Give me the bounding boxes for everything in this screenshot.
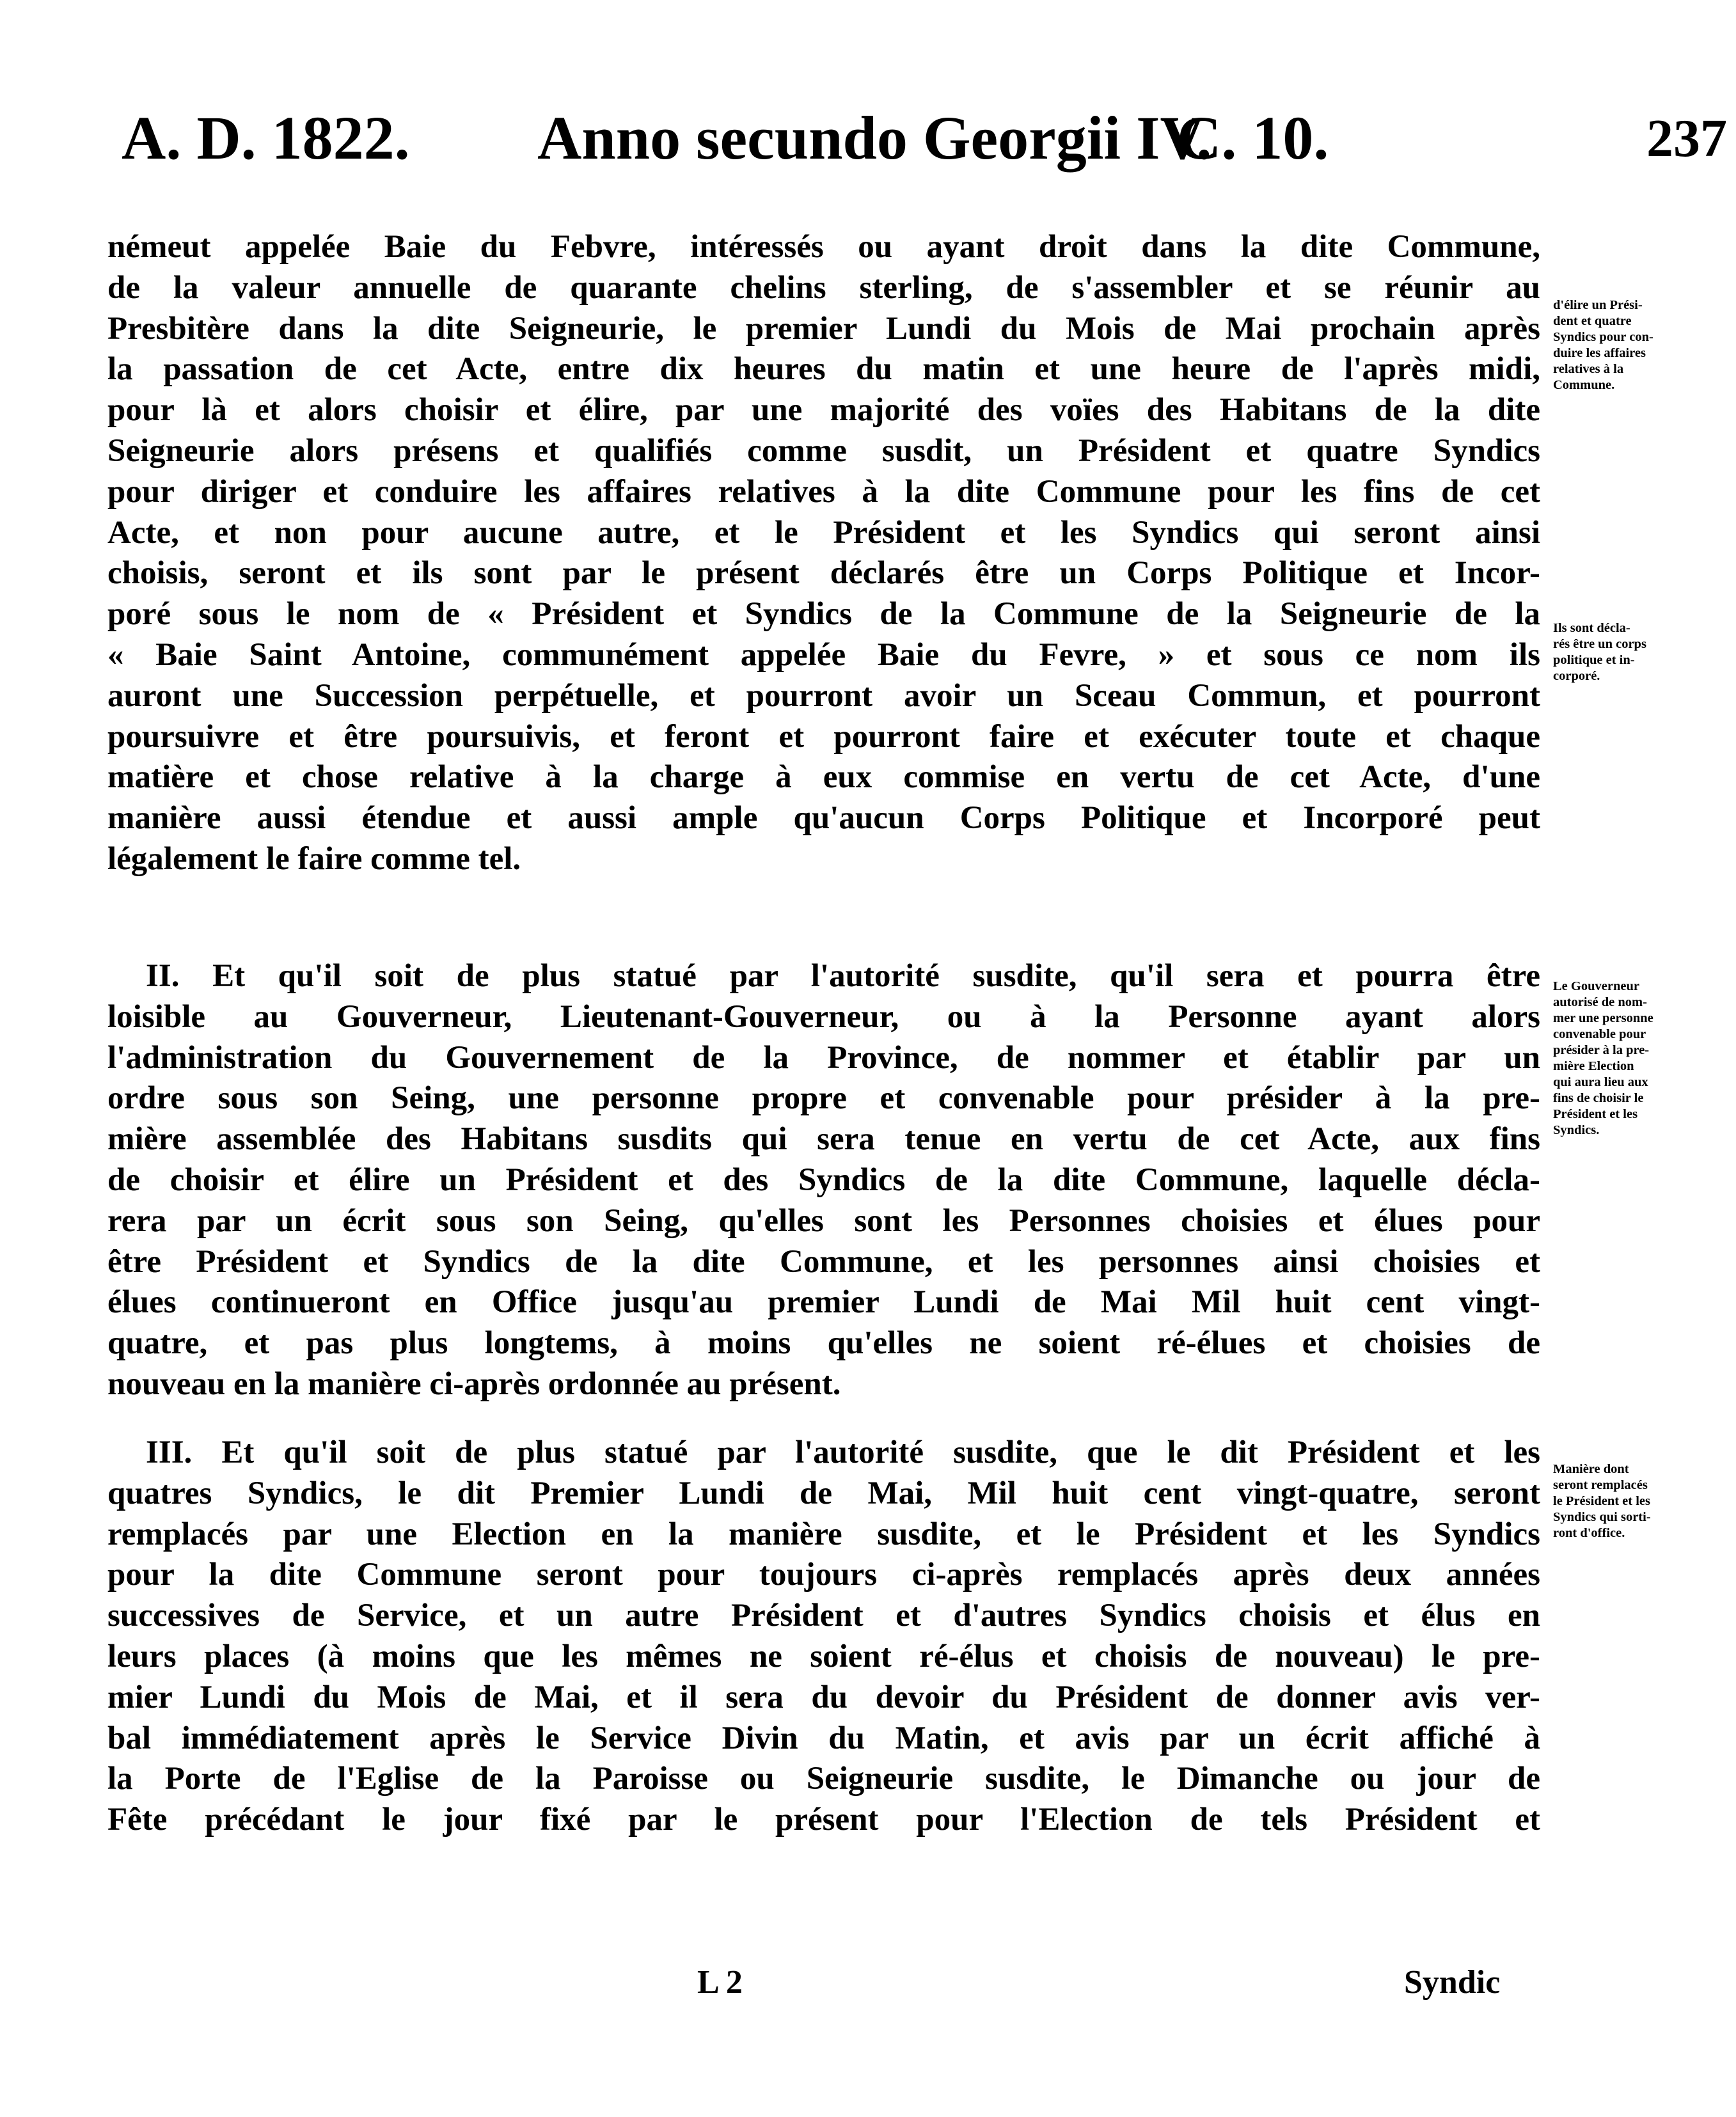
margin-note-line: Syndics pour con- <box>1553 330 1653 344</box>
text-line: poursuivre et être poursuivis, et feront et pourront faire et exécuter toute et chaque <box>107 718 1540 755</box>
text-line: pour la dite Commune seront pour toujours ci-après remplacés après deux années <box>107 1557 1540 1593</box>
catchword: Syndic <box>1404 1964 1501 2001</box>
page-number: 237 <box>1646 109 1727 168</box>
text-line: pour là et alors choisir et élire, par une majorité des voïes des Habitans de la dite <box>107 392 1540 429</box>
header-title: Anno secundo Georgii IV. <box>537 104 1212 172</box>
text-line: successives de Service, et un autre Président et d'autres Syndics choisis et élus en <box>107 1598 1540 1634</box>
text-line: de la valeur annuelle de quarante chelins sterling, de s'assembler et se réunir au <box>107 269 1540 306</box>
margin-note-line: mer une personne <box>1553 1011 1653 1025</box>
margin-note-line: fins de choisir le <box>1553 1091 1644 1105</box>
text-line: la Porte de l'Eglise de la Paroisse ou Seigneurie susdite, le Dimanche ou jour de <box>107 1761 1540 1797</box>
text-line: némeut appelée Baie du Febvre, intéressés ou ayant droit dans la dite Commune, <box>107 229 1540 265</box>
margin-note-line: d'élire un Prési- <box>1553 298 1643 312</box>
text-line: la passation de cet Acte, entre dix heures du matin et une heure de l'après midi, <box>107 351 1540 388</box>
text-line: « Baie Saint Antoine, communément appelée Baie du Fevre, » et sous ce nom ils <box>107 636 1540 673</box>
margin-note-line: Manière dont <box>1553 1462 1629 1476</box>
text-line: auront une Succession perpétuelle, et pourront avoir un Sceau Commun, et pourront <box>107 677 1540 714</box>
margin-note-line: le Président et les <box>1553 1494 1650 1508</box>
text-line: quatres Syndics, le dit Premier Lundi de Mai, Mil huit cent vingt-quatre, seront <box>107 1475 1540 1511</box>
text-line: nouveau en la manière ci-après ordonnée au présent. <box>107 1365 841 1402</box>
margin-note-line: seront remplacés <box>1553 1478 1648 1492</box>
margin-note-line: rés être un corps <box>1553 637 1646 651</box>
margin-note-line: Syndics. <box>1553 1123 1600 1137</box>
text-line: manière aussi étendue et aussi ample qu'aucun Corps Politique et Incorporé peut <box>107 800 1540 837</box>
paragraph-2-section-ii <box>107 956 1540 1405</box>
text-line: légalement le faire comme tel. <box>107 840 521 877</box>
paragraph-3-section-iii <box>107 1433 1540 1841</box>
running-header <box>122 102 1727 192</box>
text-line: être Président et Syndics de la dite Commune, et les personnes ainsi choisies et <box>107 1243 1540 1280</box>
text-line: élues continueront en Office jusqu'au premier Lundi de Mai Mil huit cent vingt- <box>107 1284 1540 1321</box>
margin-note-line: dent et quatre <box>1553 314 1632 328</box>
margin-note-line: ront d'office. <box>1553 1526 1625 1540</box>
margin-note-line: corporé. <box>1553 669 1600 683</box>
margin-note-governor-appoints <box>1553 979 1726 1138</box>
margin-note-line: politique et in- <box>1553 653 1635 667</box>
margin-note-replacement <box>1553 1461 1726 1541</box>
margin-note-elect-president <box>1553 297 1726 393</box>
margin-note-line: Le Gouverneur <box>1553 979 1639 993</box>
header-chapter: C. 10. <box>1177 104 1329 172</box>
header-year: A. D. 1822. <box>122 104 410 172</box>
margin-note-line: relatives à la <box>1553 362 1624 376</box>
text-line: loisible au Gouverneur, Lieutenant-Gouverneur, ou à la Personne ayant alors <box>107 998 1540 1035</box>
text-line: l'administration du Gouvernement de la Province, de nommer et établir par un <box>107 1039 1540 1076</box>
text-line: choisis, seront et ils sont par le présent déclarés être un Corps Politique et Incor- <box>107 555 1540 592</box>
margin-note-line: qui aura lieu aux <box>1553 1075 1648 1089</box>
text-line: II. Et qu'il soit de plus statué par l'autorité susdite, qu'il sera et pourra être <box>146 958 1540 994</box>
text-line: de choisir et élire un Président et des Syndics de la dite Commune, laquelle décla- <box>107 1161 1540 1198</box>
margin-note-line: Ils sont décla- <box>1553 621 1630 635</box>
text-line: bal immédiatement après le Service Divin du Matin, et avis par un écrit affiché à <box>107 1720 1540 1756</box>
text-line: rera par un écrit sous son Seing, qu'elles sont les Personnes choisies et élues pour <box>107 1202 1540 1239</box>
text-line: quatre, et pas plus longtems, à moins qu'elles ne soient ré-élues et choisies de <box>107 1325 1540 1362</box>
margin-note-corporate-body <box>1553 620 1726 684</box>
text-line: mière assemblée des Habitans susdits qui sera tenue en vertu de cet Acte, aux fins <box>107 1121 1540 1158</box>
margin-note-line: Commune. <box>1553 378 1615 392</box>
signature-mark: L 2 <box>697 1964 743 2001</box>
text-line: ordre sous son Seing, une personne propre et convenable pour présider à la pre- <box>107 1080 1540 1117</box>
text-line: Fête précédant le jour fixé par le présent pour l'Election de tels Président et <box>107 1802 1540 1838</box>
text-line: remplacés par une Election en la manière susdite, et le Président et les Syndics <box>107 1516 1540 1552</box>
paragraph-1 <box>107 227 1540 880</box>
text-line: III. Et qu'il soit de plus statué par l'autorité susdite, que le dit Président et les <box>146 1435 1540 1470</box>
text-line: Acte, et non pour aucune autre, et le Président et les Syndics qui seront ainsi <box>107 514 1540 551</box>
text-line: Presbitère dans la dite Seigneurie, le premier Lundi du Mois de Mai prochain après <box>107 310 1540 347</box>
margin-note-line: Syndics qui sorti- <box>1553 1510 1651 1524</box>
margin-note-line: présider à la pre- <box>1553 1043 1650 1057</box>
margin-note-line: duire les affaires <box>1553 346 1646 360</box>
text-line: pour diriger et conduire les affaires relatives à la dite Commune pour les fins de cet <box>107 473 1540 510</box>
text-line: Seigneurie alors présens et qualifiés comme susdit, un Président et quatre Syndics <box>107 432 1540 469</box>
margin-note-line: mière Election <box>1553 1059 1634 1073</box>
text-line: leurs places (à moins que les mêmes ne soient ré-élus et choisis de nouveau) le pre- <box>107 1638 1540 1674</box>
margin-note-line: autorisé de nom- <box>1553 995 1647 1009</box>
margin-note-line: Président et les <box>1553 1107 1638 1121</box>
margin-note-line: convenable pour <box>1553 1027 1646 1041</box>
text-line: poré sous le nom de « Président et Syndics de la Commune de la Seigneurie de la <box>107 596 1540 633</box>
text-line: mier Lundi du Mois de Mai, et il sera du devoir du Président de donner avis ver- <box>107 1679 1540 1715</box>
text-line: matière et chose relative à la charge à eux commise en vertu de cet Acte, d'une <box>107 759 1540 796</box>
